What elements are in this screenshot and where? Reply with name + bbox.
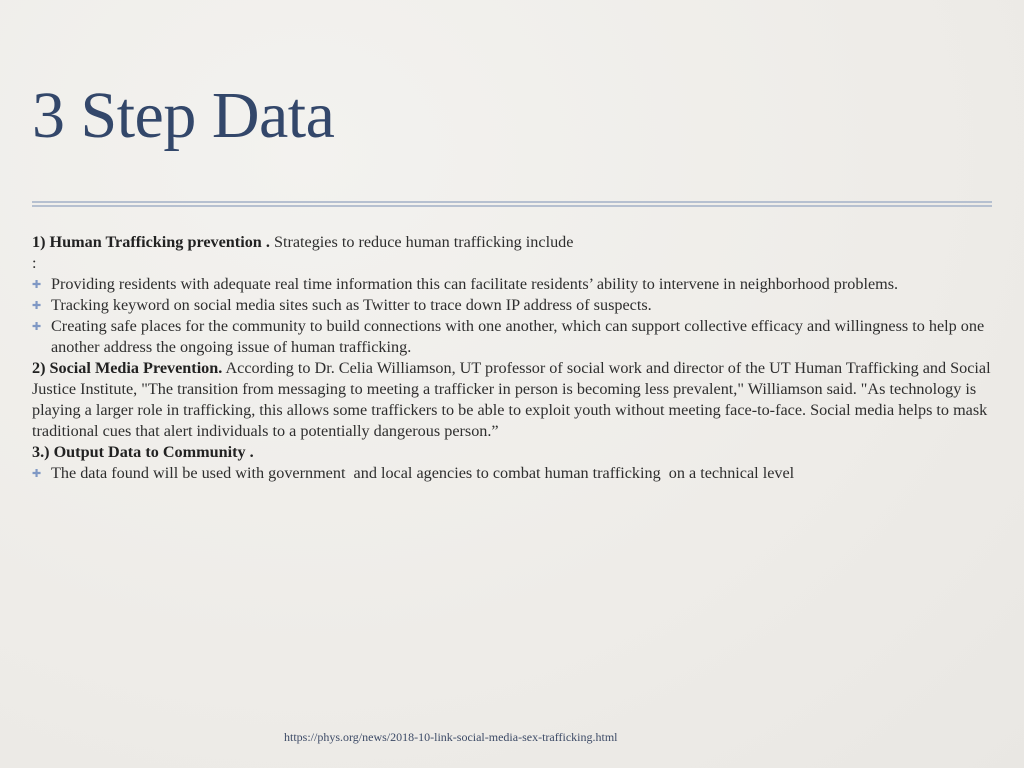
list-item (32, 295, 992, 316)
bullet-text: Providing residents with adequate real time information this can facilitate residents’ ability to intervene in neighborhood problems. (51, 275, 899, 293)
slide-body (32, 232, 992, 484)
title-divider-bottom (32, 205, 992, 207)
section-1-text: Strategies to reduce human trafficking include (269, 233, 574, 251)
title-divider-top (32, 201, 992, 203)
plus-cross-icon: ✚ (32, 278, 42, 291)
plus-cross-icon: ✚ (32, 299, 42, 312)
section-1-paragraph (32, 232, 992, 253)
plus-cross-icon: ✚ (32, 320, 42, 333)
plus-cross-icon: ✚ (32, 467, 42, 480)
section-1-heading: 1) Human Trafficking prevention . (32, 233, 270, 251)
section-2-text: According to Dr. Celia Williamson, UT professor of social work and director of the UT Human Trafficking and Social Justice Institute, "The transition from messaging to meeting a trafficker in person is becoming less prevalent," Williamson said. "As technology is playing a larger role in trafficking, this allows some traffickers to be able to exploit youth without meeting face-to-face. Social media helps to mask traditional cues that alert individuals to a potentially dangerous person.” (32, 359, 991, 440)
section-2-heading: 2) Social Media Prevention. (32, 359, 223, 377)
bullet-text: Tracking keyword on social media sites such as Twitter to trace down IP address of suspects. (51, 296, 652, 314)
list-item (32, 316, 992, 358)
list-item (32, 274, 992, 295)
list-item (32, 463, 992, 484)
section-3-paragraph (32, 442, 992, 463)
bullet-text: Creating safe places for the community to build connections with one another, which can support collective efficacy and willingness to help one another address the ongoing issue of human trafficking. (51, 317, 985, 356)
slide-title: 3 Step Data (32, 79, 335, 152)
section-3-heading: 3.) Output Data to Community . (32, 443, 254, 461)
section-1-trailer: : (32, 254, 37, 272)
source-link[interactable]: https://phys.org/news/2018-10-link-social-media-sex-trafficking.html (284, 730, 618, 744)
bullet-text: The data found will be used with government and local agencies to combat human trafficking on a technical level (51, 464, 795, 482)
section-2-paragraph (32, 358, 992, 442)
